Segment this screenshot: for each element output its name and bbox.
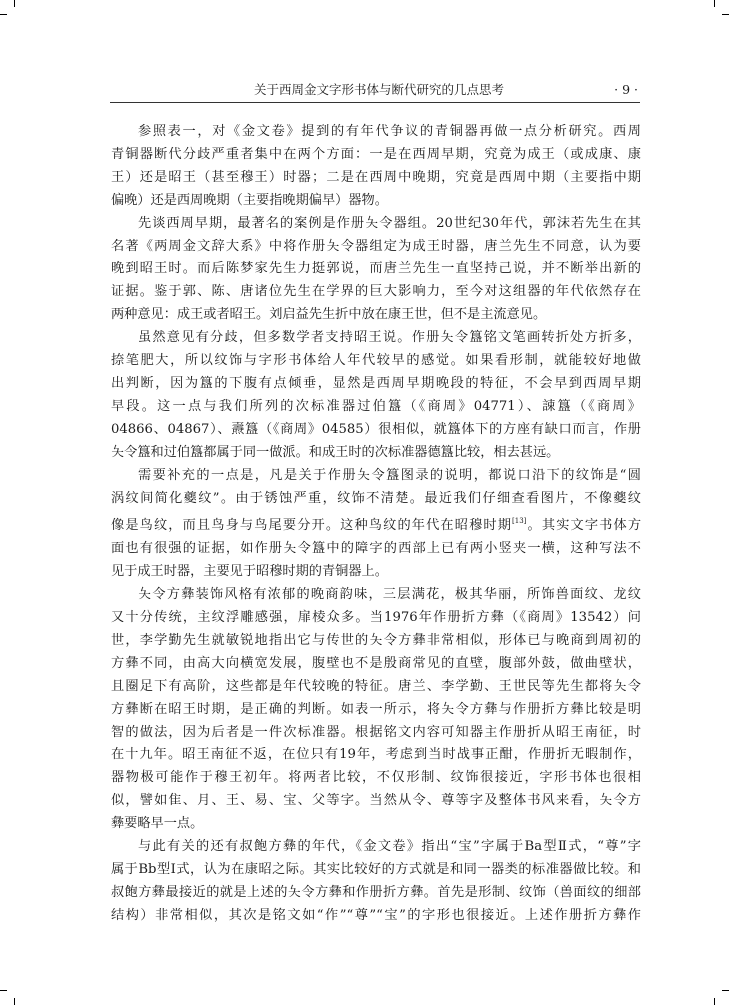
text-line: 04866、04867）、燾簋（《商周》04585）很相似，就簋体下的方座有缺口而言，作册 <box>111 421 641 437</box>
text-line: 叔飽方彝最接近的就是上述的夨令方彝和作册折方彝。首先是形制、纹饰（兽面纹的细部 <box>111 884 641 900</box>
crop-mark-bottom-right-h <box>722 990 729 991</box>
text-line: 两种意见：成王或者昭王。刘启益先生折中放在康王世，但不是主流意见。 <box>111 307 547 323</box>
text-line: 结构）非常相似，其次是铭文如“作”“尊”“宝”的字形也很接近。上述作册折方彝作 <box>111 907 641 923</box>
crop-mark-top-left-v <box>14 0 15 7</box>
crop-mark-bottom-left-h <box>0 990 7 991</box>
text-line: 出判断，因为簋的下腹有点倾垂，显然是西周早期晚段的特征，不会早到西周早期 <box>111 375 641 391</box>
text-line: 属于Bb型Ⅰ式，认为在康昭之际。其实比较好的方式就是和同一器类的标准器做比较。和 <box>111 862 641 877</box>
text-line: 似，譬如隹、月、王、易、宝、父等字。当然从令、尊等字及整体书风来看，夨令方 <box>111 793 641 809</box>
paragraph-1 <box>111 121 641 213</box>
line-text-tail: 。其实文字书体方 <box>526 518 641 534</box>
text-line: 青铜器断代分歧严重者集中在两个方面：一是在西周早期，究竟为成王（或成康、康 <box>111 146 641 162</box>
paragraph-2 <box>111 213 641 328</box>
text-line: 夨令方彝装饰风格有浓郁的晚商韵味，三层满花，极其华丽，所饰兽面纹、龙纹 <box>138 587 641 603</box>
text-line: 与此有关的还有叔飽方彝的年代，《金文卷》指出“宝”字属于Ba型Ⅱ式，“尊”字 <box>138 839 641 855</box>
footnote-marker[interactable]: [13] <box>512 517 527 526</box>
text-line: 虽然意见有分歧，但多数学者支持昭王说。作册夨令簋铭文笔画转折处方折多， <box>138 330 641 346</box>
text-line: 方彝不同，由高大向横宽发展，腹壁也不是殷商常见的直壁，腹部外鼓，做曲壁状， <box>111 655 641 671</box>
paragraph-3 <box>111 327 641 464</box>
running-header <box>110 78 640 103</box>
text-line: 早段。这一点与我们所列的次标准器过伯簋（《商周》04771）、誎簋（《商周》 <box>111 398 641 414</box>
text-line-with-footnote <box>111 510 641 538</box>
crop-mark-bottom-right-v <box>714 998 715 1005</box>
crop-mark-top-left-h <box>0 14 7 15</box>
text-line: 彝要略早一点。 <box>111 816 204 832</box>
text-line: 捺笔肥大，所以纹饰与字形书体给人年代较早的感觉。如果看形制，就能较好地做 <box>111 353 641 369</box>
text-line: 智的做法，因为后者是一件次标准器。根据铭文内容可知器主作册折从昭王南征，时 <box>111 724 641 740</box>
text-line: 先谈西周早期，最著名的案例是作册夨令器组。20世纪30年代，郭沫若先生在其 <box>138 215 641 231</box>
text-line: 涡纹间简化夔纹”。由于锈蚀严重，纹饰不清楚。最近我们仔细查看图片，不像夔纹 <box>111 490 641 506</box>
crop-mark-bottom-left-v <box>14 998 15 1005</box>
text-line: 证据。鉴于郭、陈、唐诸位先生在学界的巨大影响力，至今对这组器的年代依然存在 <box>111 284 641 300</box>
text-line: 见于成王时器，主要见于昭穆时期的青铜器上。 <box>111 564 388 580</box>
text-line: 器物极可能作于穆王初年。将两者比较，不仅形制、纹饰很接近，字形书体也很相 <box>111 770 641 786</box>
text-line: 方彝断在昭王时期，是正确的判断。如表一所示，将夨令方彝与作册折方彝比较是明 <box>111 701 641 717</box>
text-line: 名著《两周金文辞大系》中将作册夨令器组定为成王时器，唐兰先生不同意，认为要 <box>111 238 641 254</box>
crop-mark-top-right-v <box>714 0 715 7</box>
text-line: 在十九年。昭王南征不返，在位只有19年，考虑到当时战事正酣，作册折无暇制作， <box>111 747 641 763</box>
text-line: 世，李学勤先生就敏锐地指出它与传世的夨令方彝非常相似，形体已与晚商到周初的 <box>111 632 641 648</box>
line-text: 像是鸟纹，而且鸟身与鸟尾要分开。这种鸟纹的年代在昭穆时期 <box>111 518 513 534</box>
text-line: 王）还是昭王（甚至穆王）时器；二是在西周中晚期，究竟是西周中期（主要指中期 <box>111 169 641 185</box>
text-line: 晚到昭王时。而后陈梦家先生力挺郭说，而唐兰先生一直坚持己说，并不断举出新的 <box>111 261 641 277</box>
header-title: 关于西周金文字形书体与断代研究的几点思考 <box>254 82 505 97</box>
paragraph-5 <box>111 584 641 836</box>
crop-mark-top-right-h <box>722 14 729 15</box>
text-line: 参照表一，对《金文卷》提到的有年代争议的青铜器再做一点分析研究。西周 <box>138 124 641 139</box>
text-line: 面也有很强的证据，如作册夨令簋中的障字的西部上已有两小竖夹一横，这种写法不 <box>111 541 641 557</box>
text-line: 夨令簋和过伯簋都属于同一做派。和成王时的次标准器德簋比较，相去甚远。 <box>111 444 560 460</box>
paragraph-6 <box>111 836 641 928</box>
paragraph-4 <box>111 465 641 585</box>
article-body <box>111 121 641 928</box>
text-line: 偏晚）还是西周晚期（主要指晚期偏早）器物。 <box>111 192 388 208</box>
text-line: 又十分传统，主纹浮雕感强，扉棱众多。当1976年作册折方彝（《商周》13542）问 <box>111 610 641 626</box>
page-number: · 9 · <box>614 82 638 97</box>
text-line: 需要补充的一点是，凡是关于作册夨令簋图录的说明，都说口沿下的纹饰是“圆 <box>138 467 641 483</box>
text-line: 且圈足下有高阶，这些都是年代较晚的特征。唐兰、李学勤、王世民等先生都将夨令 <box>111 678 641 694</box>
